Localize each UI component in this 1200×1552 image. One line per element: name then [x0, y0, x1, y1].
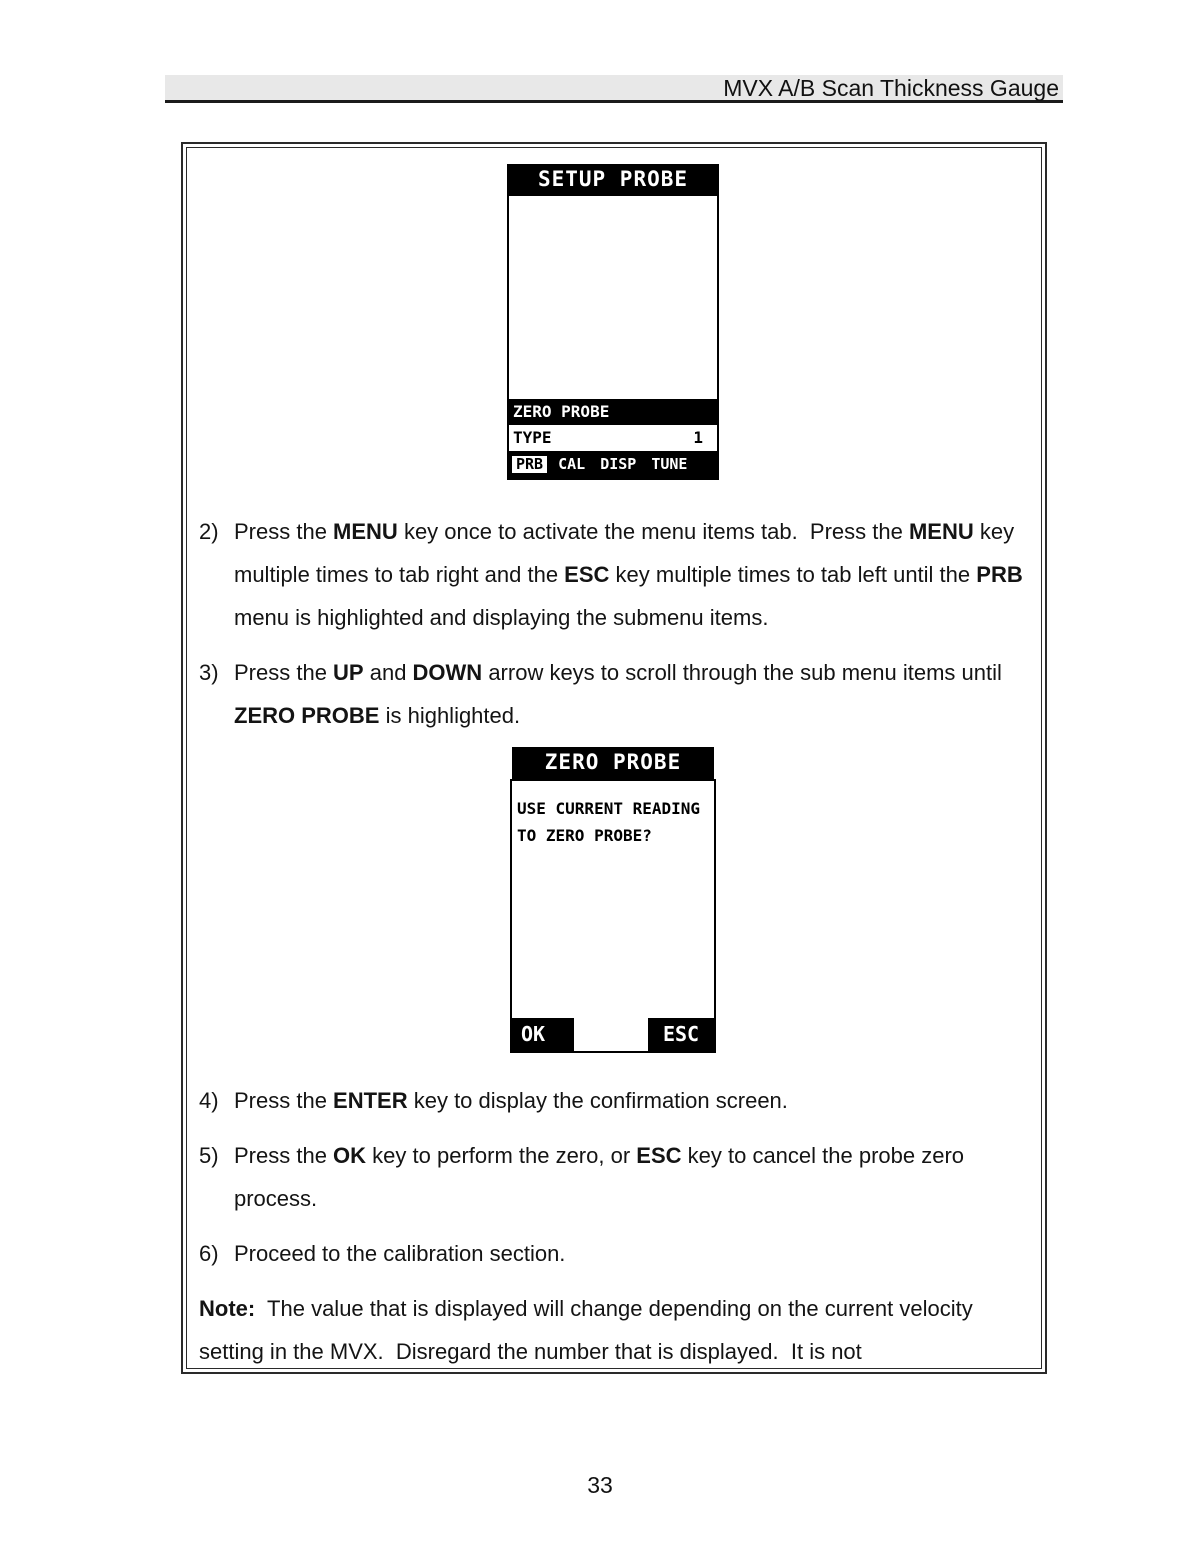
step-6	[199, 1232, 1027, 1275]
setup-probe-screen-title: SETUP PROBE	[507, 164, 719, 196]
step-5-number: 5)	[199, 1143, 219, 1168]
menu-item-zero-probe-label: ZERO PROBE	[513, 402, 610, 421]
page-number: 33	[587, 1472, 613, 1498]
step-3	[199, 651, 1027, 737]
step-2	[199, 510, 1027, 639]
step-4	[199, 1079, 1027, 1122]
zero-probe-screen-body	[510, 779, 716, 1053]
ok-button: OK	[512, 1018, 574, 1051]
zero-probe-screen	[510, 747, 716, 1053]
tab-tune: TUNE	[651, 455, 688, 473]
step-6-number: 6)	[199, 1241, 219, 1266]
setup-probe-screen-blank-area	[509, 196, 717, 399]
step-6-text: Proceed to the calibration section.	[234, 1241, 566, 1266]
step-3-number: 3)	[199, 660, 219, 685]
menu-item-type	[509, 425, 717, 451]
zero-probe-screen-title: ZERO PROBE	[512, 747, 714, 779]
step-3-text: Press the UP and DOWN arrow keys to scroll through the sub menu items until ZERO PROBE is highlighted.	[234, 660, 1008, 728]
step-2-number: 2)	[199, 519, 219, 544]
setup-probe-screen	[507, 164, 719, 480]
step-4-number: 4)	[199, 1088, 219, 1113]
tab-disp: DISP	[600, 455, 637, 473]
zero-probe-confirm-text	[512, 781, 714, 849]
page-header-title: MVX A/B Scan Thickness Gauge	[723, 75, 1059, 101]
esc-button: ESC	[648, 1018, 714, 1051]
confirm-line-2: TO ZERO PROBE?	[517, 826, 652, 845]
content-frame-inner	[186, 147, 1042, 1369]
tab-cal: CAL	[558, 455, 586, 473]
menu-tab-bar	[509, 451, 717, 478]
zero-probe-button-row	[512, 1018, 714, 1051]
tab-prb: PRB	[512, 456, 547, 473]
confirm-line-1: USE CURRENT READING	[517, 799, 701, 818]
page-header	[165, 75, 1063, 103]
note-paragraph: Note: The value that is displayed will change depending on the current velocity setting in the MVX. Disregard the number that is displayed. It is not	[199, 1296, 979, 1364]
zero-probe-screen-blank-area	[512, 849, 714, 1018]
menu-item-type-label: TYPE	[513, 428, 552, 447]
step-5-text: Press the OK key to perform the zero, or ESC key to cancel the probe zero process.	[234, 1143, 971, 1211]
content-frame	[181, 142, 1047, 1374]
menu-item-type-value: 1	[693, 428, 703, 447]
step-2-text: Press the MENU key once to activate the menu items tab. Press the MENU key multiple times to tab right and the ESC key multiple times to tab left until the PRB menu is highlighted and displaying the submenu items.	[234, 519, 1029, 630]
step-4-text: Press the ENTER key to display the confirmation screen.	[234, 1088, 788, 1113]
menu-item-zero-probe	[509, 399, 717, 425]
setup-probe-screen-body	[507, 196, 719, 480]
step-5	[199, 1134, 1027, 1220]
